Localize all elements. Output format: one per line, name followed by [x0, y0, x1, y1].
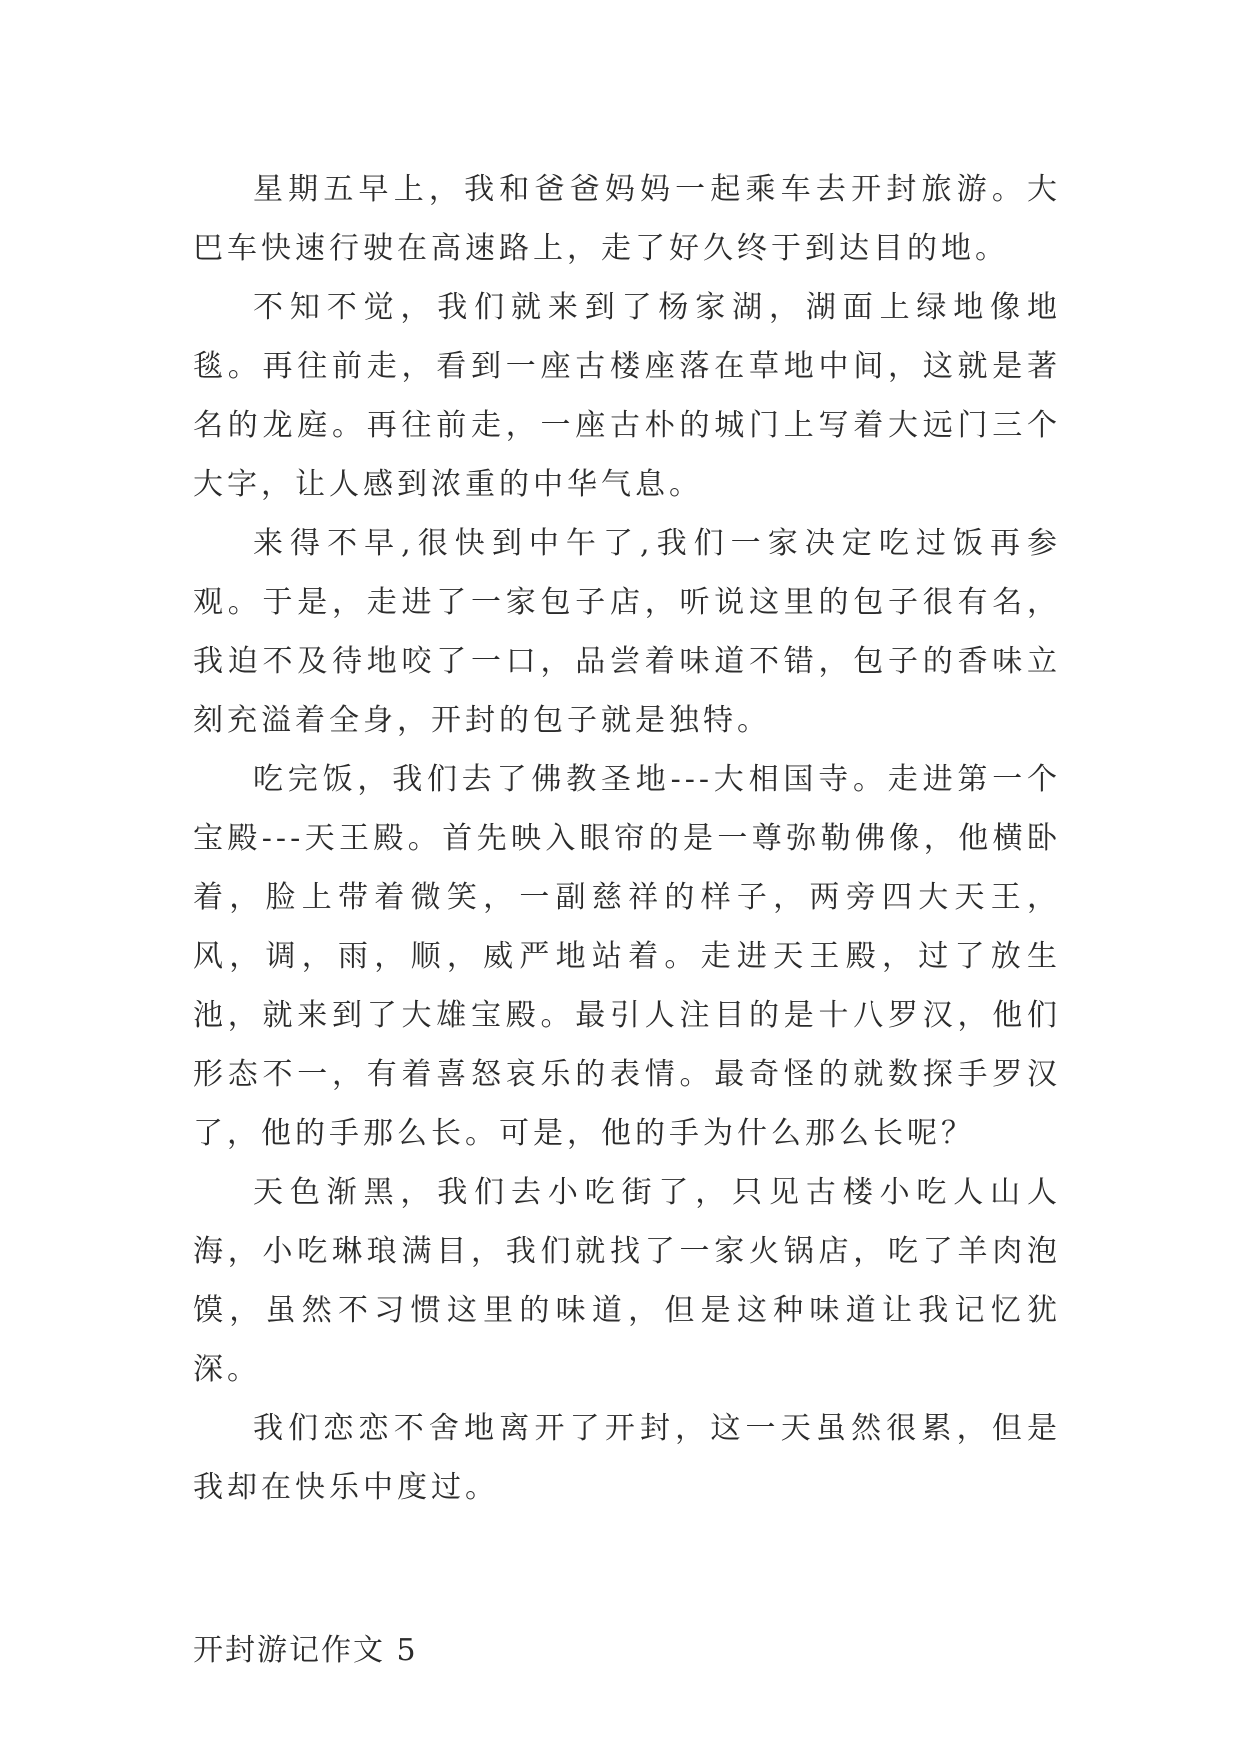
paragraph-5: 天色渐黑，我们去小吃街了，只见古楼小吃人山人海，小吃琳琅满目，我们就找了一家火锅店，吃了羊肉泡馍，虽然不习惯这里的味道，但是这种味道让我记忆犹深。	[193, 1175, 1061, 1387]
paragraph-1: 星期五早上，我和爸爸妈妈一起乘车去开封旅游。大巴车快速行驶在高速路上，走了好久终于到达目的地。	[193, 172, 1061, 266]
paragraph-2: 不知不觉，我们就来到了杨家湖，湖面上绿地像地毯。再往前走，看到一座古楼座落在草地中间，这就是著名的龙庭。再往前走，一座古朴的城门上写着大远门三个大字，让人感到浓重的中华气息。	[193, 290, 1061, 502]
next-essay-heading: 开封游记作文 5	[193, 1633, 418, 1668]
paragraph-3: 来得不早,很快到中午了,我们一家决定吃过饭再参观。于是，走进了一家包子店，听说这里的包子很有名，我迫不及待地咬了一口，品尝着味道不错，包子的香味立刻充溢着全身，开封的包子就是独特。	[193, 526, 1061, 738]
paragraph-6: 我们恋恋不舍地离开了开封，这一天虽然很累，但是我却在快乐中度过。	[193, 1411, 1061, 1505]
essay-body	[193, 160, 1061, 1680]
paragraph-4: 吃完饭，我们去了佛教圣地---大相国寺。走进第一个宝殿---天王殿。首先映入眼帘的是一尊弥勒佛像，他横卧着，脸上带着微笑，一副慈祥的样子，两旁四大天王，风，调，雨，顺，威严地站着。走进天王殿，过了放生池，就来到了大雄宝殿。最引人注目的是十八罗汉，他们形态不一，有着喜怒哀乐的表情。最奇怪的就数探手罗汉了，他的手那么长。可是，他的手为什么那么长呢？	[193, 762, 1061, 1151]
